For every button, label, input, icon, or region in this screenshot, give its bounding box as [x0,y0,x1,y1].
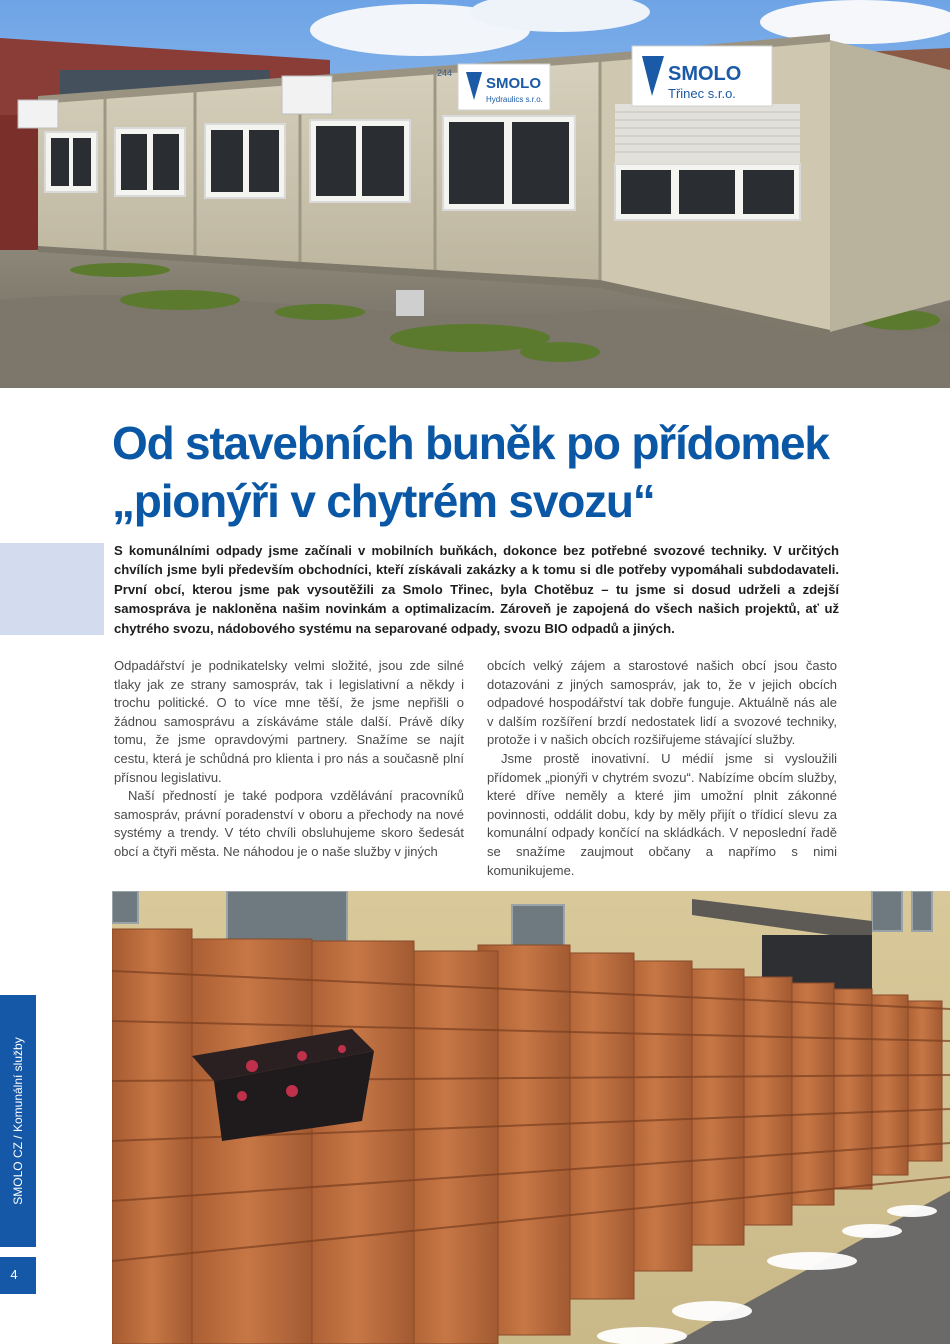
article-headline [112,414,912,530]
page-number: 4 [10,1267,18,1282]
body-paragraph: Jsme prostě inovativní. U médií jsme si vysloužili přídomek „pionýři v chytrém svozu“. Nabízíme obcím služby, které dříve neměly a které jim umožní plnit zákonné povinnosti, oddálit dobu, kdy by měly přijít o třídicí slevu za komunální odpady končící na skládkách. V neposlední řadě se snažíme zaujmout občany a napřímo s nimi komunikujeme. [487,750,837,878]
headline-line-1: Od stavebních buněk po přídomek [112,417,829,469]
accent-box [0,543,104,635]
body-paragraph: Odpadářství je podnikatelsky velmi složité, jsou zde silné tlaky jak ze strany samospráv, tak i legislativní a někdy i trochu politické. O to více mne těší, že jsme nepřišli o žádnou samosprávu a získáváme stále další. Právě díky tomu, že jsme opravdovými partnery. Snažíme se najít cestu, která je schůdná pro klienta i pro nás a současně plní přísnou legislativu. [114,658,464,785]
photo-waste-bins [112,891,950,1344]
body-column-left [114,657,464,862]
body-paragraph: Naší předností je také podpora vzdělávání pracovníků samospráv, právní poradenství v oboru a přechody na nové systémy a trendy. V této chvíli obsluhujeme skoro šedesát obcí a čtyři města. Ne náhodou je o naše služby v jiných [114,788,464,859]
sign-right-brand: SMOLO [668,63,742,85]
body-paragraph: obcích velký zájem a starostové našich obcí jsou často dotazováni z jiných samospráv, jak to, že v jejich obcích odpadové hospodářství tak dobře funguje. Aktuálně nás ale v dalším rozšíření brzdí nedostatek lidí a svozové techniky, protože i v našich obcích rozšiřujeme stávající služby. [487,658,837,748]
lead-paragraph: S komunálními odpady jsme začínali v mobilních buňkách, dokonce bez potřebné svozové techniky. V určitých chvílích jsme byli především obchodníci, kteří získávali zakázky a k tomu si dle potřeby vypomáhali subdodavateli. První obcí, kterou jsme pak vysoutěžili za Smolo Třinec, byla Chotěbuz – tu jsme si dosud udrželi a zdejší samospráva je nakloněna našim novinkám a optimalizacím. Zároveň je zapojená do všech našich projektů, ať už chytrého svozu, nádobového systému na separované odpady, svozu BIO odpadů a jiných. [114,543,839,636]
sign-left-brand: SMOLO [486,75,541,92]
sign-right-sub: Třinec s.r.o. [668,86,736,101]
sign-left-sub: Hydraulics s.r.o. [486,95,543,104]
headline-line-2: „pionýři v chytrém svozu“ [112,475,655,527]
body-column-right [487,657,837,880]
section-label: SMOLO CZ / Komunální služby [11,1037,25,1205]
unit-number: 244 [437,68,453,78]
hero-photo-office-containers [0,0,950,388]
